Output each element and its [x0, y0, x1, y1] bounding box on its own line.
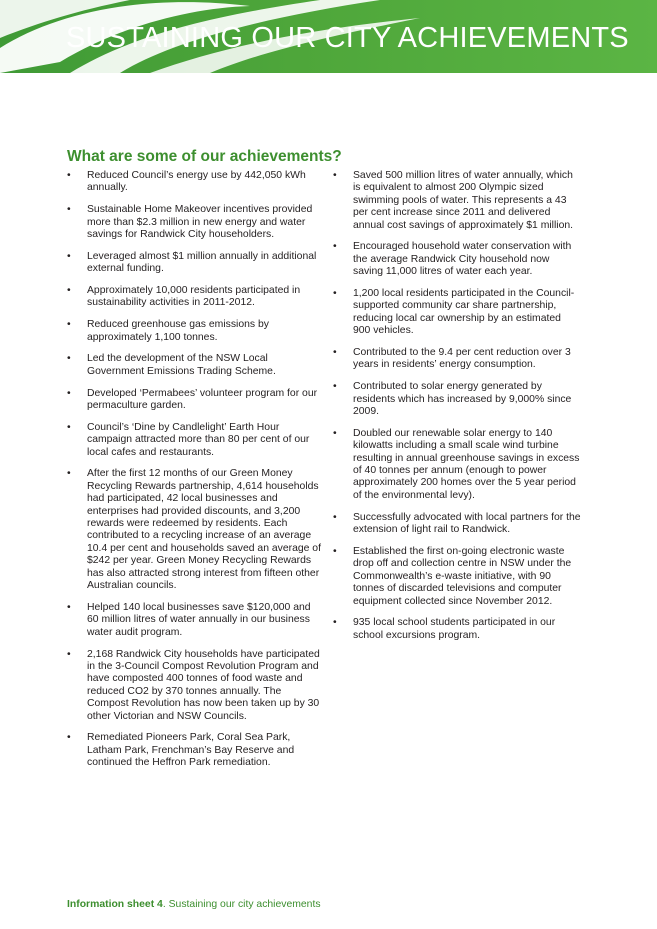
bullet-icon: • — [67, 319, 71, 331]
list-item — [67, 388, 321, 413]
bullet-icon: • — [67, 387, 71, 399]
list-item-text: Saved 500 million litres of water annually, which is equivalent to almost 200 Olympic sized swimming pools of water. This represents a 43 per cent increase since 2011 and delivered annual cost savings of approximately $1 million. — [353, 170, 574, 231]
header-banner — [0, 0, 657, 73]
page-footer — [67, 899, 321, 910]
list-item — [67, 602, 321, 639]
list-item-text: 935 local school students participated in our school excursions program. — [353, 617, 556, 641]
list-item-text: 2,168 Randwick City households have participated in the 3-Council Compost Revolution Program and have composted 400 tonnes of food waste and reduced CO2 by 370 tonnes annually. The Compost Revolution has now been taken up by 30 other Victorian and NSW Councils. — [87, 648, 320, 722]
bullet-icon: • — [67, 285, 71, 297]
list-item-text: Doubled our renewable solar energy to 140 kilowatts including a small scale wind turbine resulting in annual greenhouse savings in excess of 40 tonnes per annum (enough to power approximately 200 homes over the 5 year period of the environmental levy). — [353, 427, 580, 501]
footer-separator: . — [162, 899, 169, 910]
list-item — [67, 170, 321, 195]
list-item — [67, 319, 321, 344]
bullet-icon: • — [333, 170, 337, 181]
bullet-icon: • — [67, 170, 71, 181]
list-item — [333, 512, 581, 537]
list-item-text: Encouraged household water conservation with the average Randwick City household now saving 11,000 litres of water each year. — [353, 241, 572, 278]
bullet-icon: • — [67, 601, 71, 613]
list-item — [333, 617, 581, 642]
bullet-icon: • — [333, 241, 337, 253]
list-item — [67, 422, 321, 459]
list-item-text: 1,200 local residents participated in the Council-supported community car share partnership, reducing local car ownership by an estimated 900 vehicles. — [353, 288, 575, 337]
bullet-icon: • — [333, 545, 337, 557]
bullet-icon: • — [333, 511, 337, 523]
list-item-text: Led the development of the NSW Local Government Emissions Trading Scheme. — [87, 353, 276, 377]
bullet-icon: • — [67, 648, 71, 660]
achievements-list-left — [67, 170, 321, 779]
footer-text: Sustaining our city achievements — [168, 899, 321, 910]
list-item-text: Developed ‘Permabees’ volunteer program for our permaculture garden. — [87, 387, 318, 412]
list-item-text: Contributed to solar energy generated by residents which has increased by 9,000% since 2009. — [353, 381, 572, 418]
bullet-icon: • — [67, 732, 71, 744]
page-title: SUSTAINING OUR CITY ACHIEVEMENTS — [66, 22, 629, 54]
list-item-text: After the first 12 months of our Green Money Recycling Rewards partnership, 4,614 households had participated, 42 local businesses and enterprises had provided discounts, and 3,200 rewards were redeemed by residents. Each contributed to a recycling increase of an average 10.4 per cent and households saved an average of $242 per year. Green Money Recycling Rewards has also attracted strong interest from fifteen other Australian councils. — [87, 468, 321, 592]
bullet-icon: • — [67, 353, 71, 365]
list-item-text: Reduced greenhouse gas emissions by approximately 1,100 tonnes. — [87, 319, 269, 343]
list-item — [67, 649, 321, 723]
list-item — [333, 428, 581, 502]
list-item — [333, 170, 581, 232]
list-item — [67, 285, 321, 310]
list-item-text: Council’s ‘Dine by Candlelight’ Earth Hour campaign attracted more than 80 per cent of our local cafes and restaurants. — [87, 421, 310, 458]
list-item — [333, 381, 581, 418]
list-item-text: Remediated Pioneers Park, Coral Sea Park, Latham Park, Frenchman’s Bay Reserve and continued the Heffron Park remediation. — [87, 732, 295, 769]
list-item — [333, 288, 581, 338]
list-item-text: Approximately 10,000 residents participated in sustainability activities in 2011-2012. — [87, 285, 301, 309]
list-item-text: Sustainable Home Makeover incentives provided more than $2.3 million in new energy and water savings for Randwick City householders. — [87, 204, 313, 241]
list-item — [67, 251, 321, 276]
achievements-list-right — [333, 170, 581, 652]
list-item-text: Established the first on-going electronic waste drop off and collection centre in NSW under the Commonwealth’s e-waste initiative, with 90 tonnes of discarded televisions and computer equipment collected since November 2012. — [353, 545, 572, 607]
footer-label: Information sheet 4 — [67, 899, 163, 910]
list-item-text: Leveraged almost $1 million annually in additional external funding. — [87, 250, 317, 275]
list-item-text: Reduced Council’s energy use by 442,050 kWh annually. — [87, 170, 306, 194]
bullet-icon: • — [67, 468, 71, 480]
list-item — [333, 347, 581, 372]
list-item — [67, 732, 321, 769]
section-heading: What are some of our achievements? — [67, 148, 342, 165]
list-item — [67, 204, 321, 241]
list-item — [67, 353, 321, 378]
bullet-icon: • — [333, 427, 337, 439]
bullet-icon: • — [333, 288, 337, 300]
bullet-icon: • — [67, 421, 71, 433]
list-item-text: Contributed to the 9.4 per cent reduction over 3 years in residents’ energy consumption. — [353, 347, 571, 371]
bullet-icon: • — [333, 617, 337, 629]
list-item-text: Successfully advocated with local partners for the extension of light rail to Randwick. — [353, 511, 581, 536]
list-item — [333, 546, 581, 608]
bullet-icon: • — [67, 204, 71, 216]
bullet-icon: • — [333, 381, 337, 393]
bullet-icon: • — [333, 347, 337, 359]
list-item-text: Helped 140 local businesses save $120,000 and 60 million litres of water annually in our business water audit program. — [87, 601, 311, 638]
bullet-icon: • — [67, 250, 71, 262]
list-item — [333, 241, 581, 278]
list-item — [67, 468, 321, 592]
